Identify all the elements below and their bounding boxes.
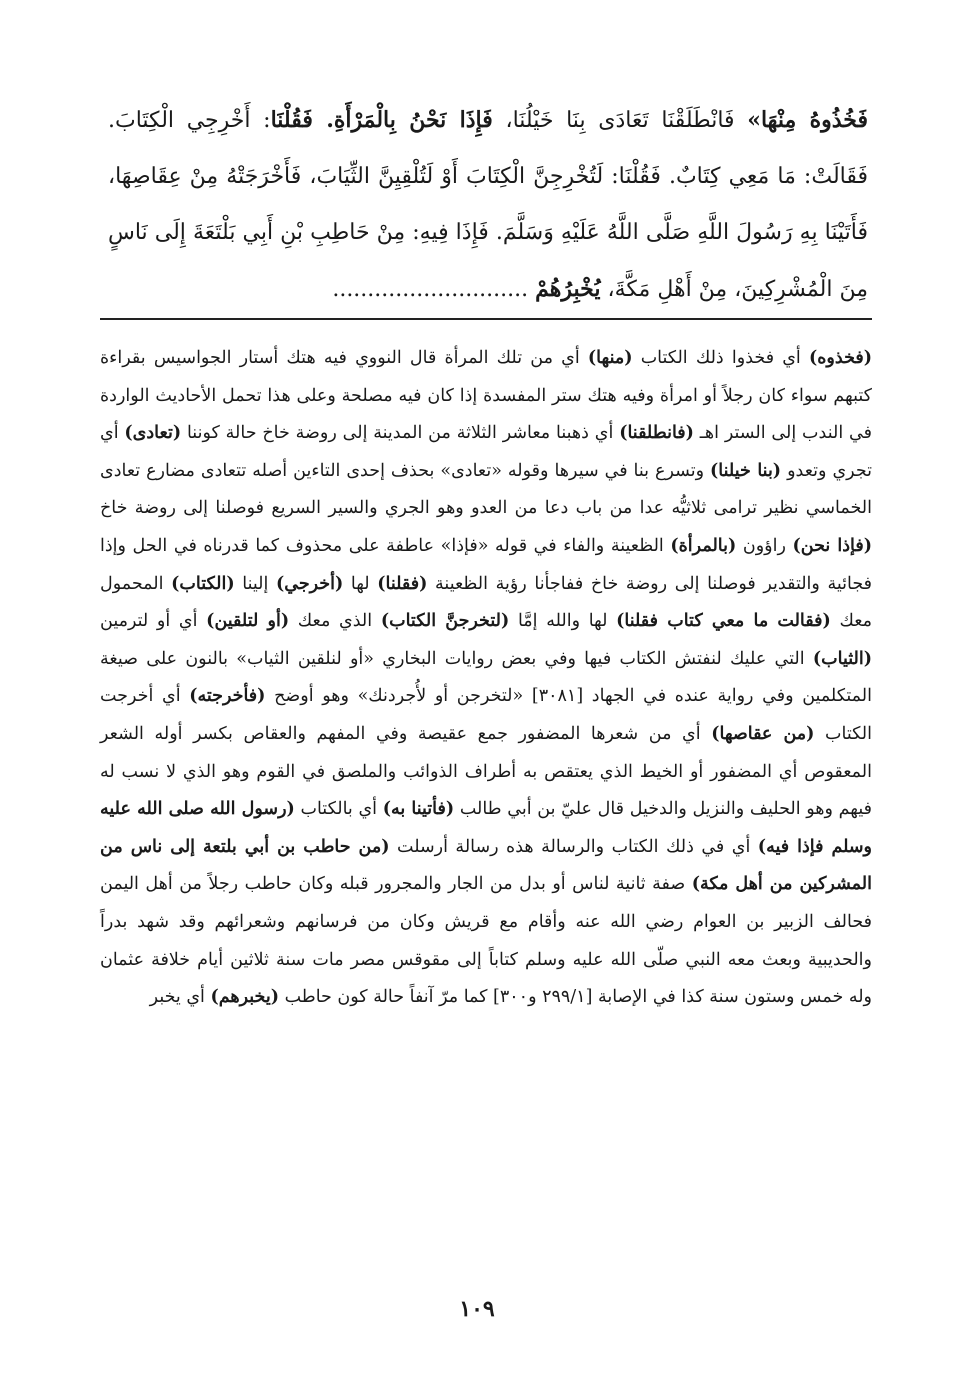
matn-bold: فَإِذَا نَحْنُ بِالْمَرْأَةِ. فَقُلْنَا — [270, 107, 493, 133]
page-number: ١٠٩ — [459, 1296, 495, 1322]
hadith-text — [108, 92, 868, 318]
matn-bold: يُخْبِرُهُمْ — [535, 276, 601, 302]
commentary-text — [100, 340, 872, 1017]
hadith-matn — [108, 92, 868, 318]
commentary-paragraph: (فخذوه) أي فخذوا ذلك الكتاب (منها) أي من تلك المرأة قال النووي فيه هتك أستار الجواسيس بقراءة كتبهم سواء كان رجلاً أو امرأة وفيه هتك ستر المفسدة إذا كان فيه مصلحة وعلى هذا تحمل الأحاديث الواردة في الندب إلى الستر اهـ (فانطلقنا) أي ذهبنا معاشر الثلاثة من المدينة إلى روضة خاخ حالة كوننا (تعادى) أي تجري وتعدو (بنا خيلنا) وتسرع بنا في سيرها وقوله «تعادى» بحذف إحدى التاءين أصله تتعادى مضارع تعادى الخماسي نظير ترامى ثلاثيُّه عدا من باب دعا من العدو وهو الجري والسير السريع فوصلنا إلى روضة خاخ (فإذا نحن) راؤون (بالمرأة) الظعينة والفاء في قوله «فإذا» عاطفة على محذوف كما قدرناه في الحل وإذا فجائية والتقدير فوصلنا إلى روضة خاخ ففاجأنا رؤية الظعينة (فقلنا) لها (أخرجي) إلينا (الكتاب) المحمول معك (فقالت ما معي كتاب فقلنا) لها والله إمَّا (لتخرجنَّ الكتاب) الذي معك (أو لتلقين) أي أو لترمين (الثياب) التي عليك لنفتش الكتاب فيها وفي بعض روايات البخاري «أو لنلقين الثياب» بالنون على صيغة المتكلمين وفي رواية عنده في الجهاد [٣٠٨١] «لتخرجن أو لأُجردنك» وهو أوضح (فأخرجته) أي أخرجت الكتاب (من عقاصها) أي من شعرها المضفور جمع عقيصة وفي المفهم والعقاص بكسر أوله الشعر المعقوص أي المضفور أو الخيط الذي يعتقص به أطراف الذوائب والملصق في القوم وهو الذي لا نسب له فيهم وهو الحليف والنزيل والدخيل قال عليّ بن أبي طالب (فأتينا به) أي بالكتاب (رسول الله صلى الله عليه وسلم فإذا فيه) أي في ذلك الكتاب والرسالة هذه رسالة أرسلت (من حاطب بن أبي بلتعة إلى ناس من المشركين من أهل مكة) صفة ثانية لناس أو بدل من الجار والمجرور قبله وكان حاطب رجلاً من أهل اليمن فحالف الزبير بن العوام رضي الله عنه وأقام مع قريش وكان من فرسانهم وشعرائهم وقد شهد بدراً والحديبية وبعث معه النبي صلّى الله عليه وسلم كتاباً إلى مقوقس مصر مات سنة ثلاثين أيام خلافة عثمان وله خمس وستون سنة كذا في الإصابة [٢٩٩/١ و٣٠٠] كما مرّ آنفاً حالة كون حاطب (يخبرهم) أي يخبر — [100, 348, 873, 1008]
matn-bold: فَخُذُوهُ مِنْهَا» — [747, 107, 868, 133]
matn-paragraph: فَخُذُوهُ مِنْهَا» فَانْطَلَقْنَا تَعَادَى بِنَا خَيْلُنَا، فَإِذَا نَحْنُ بِالْمَرْأَةِ. فَقُلْنَا: أَخْرِجِي الْكِتَابَ. فَقَالَتْ: مَا مَعِي كِتَابٌ. فَقُلْنَا: لَتُخْرِجِنَّ الْكِتَابَ أَوْ لَتُلْقِيِنَّ الثِّيَابَ، فَأَخْرَجَتْهُ مِنْ عِقَاصِهَا، فَأَتَيْنَا بِهِ رَسُولَ اللَّهِ صَلَّى اللَّهُ عَلَيْهِ وَسَلَّمَ. فَإِذَا فِيهِ: مِنْ حَاطِبِ بْنِ أَبِي بَلْتَعَةَ إِلَى نَاسٍ مِنَ الْمُشْرِكِينَ، مِنْ أَهْلِ مَكَّةَ، يُخْبِرُهُمْ ............................ — [108, 107, 868, 302]
continuation-dots: ............................ — [332, 277, 536, 302]
separator-line — [100, 318, 872, 320]
